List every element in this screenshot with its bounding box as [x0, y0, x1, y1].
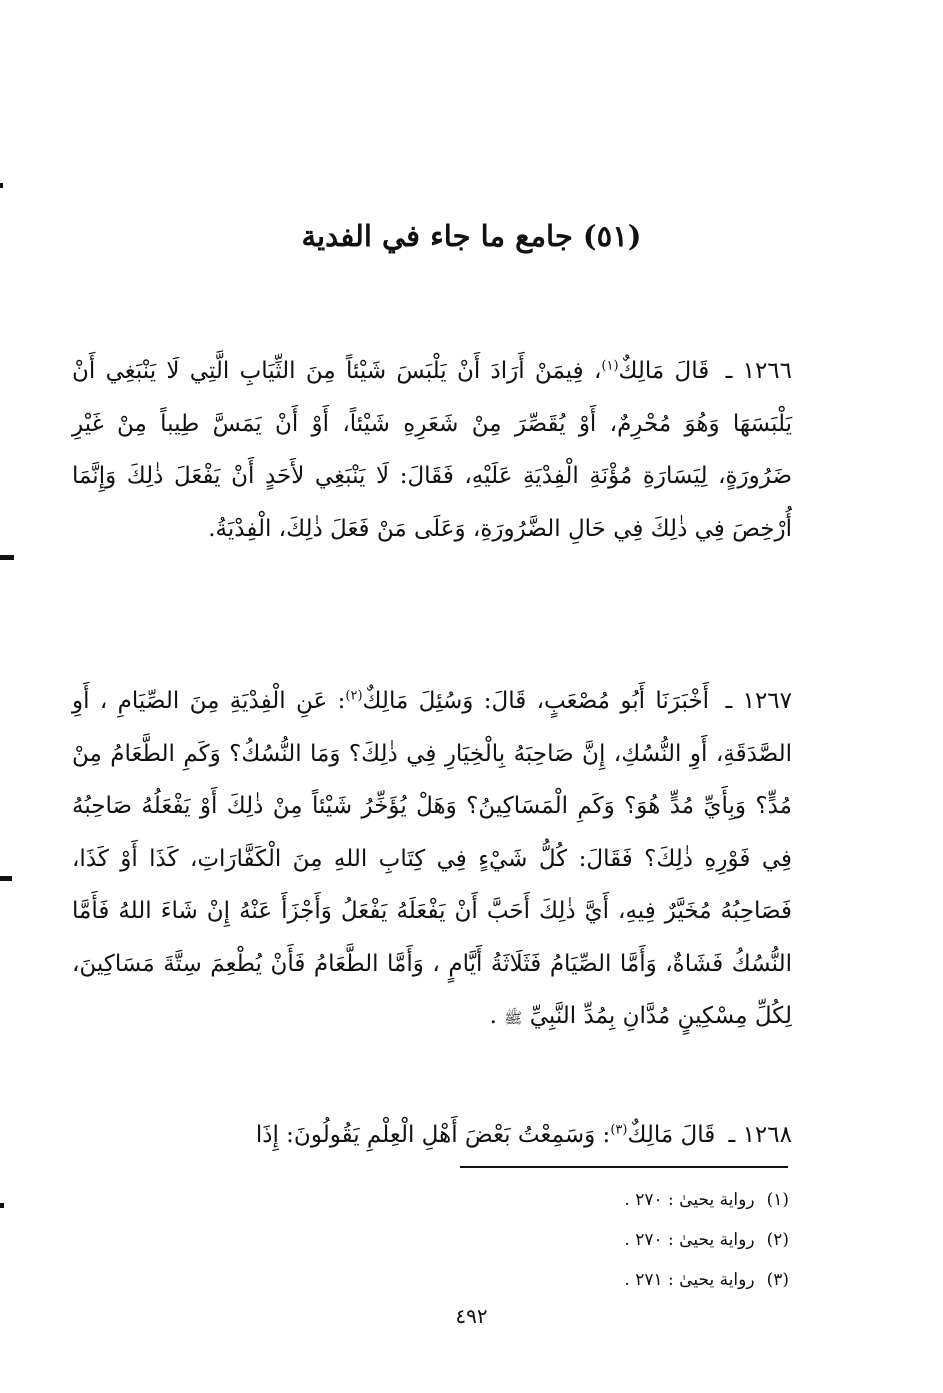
paragraph-number: ١٢٦٨ ـ — [728, 1122, 792, 1148]
paragraph-1266 — [72, 345, 792, 555]
paragraph-text: : وَسَمِعْتُ بَعْضَ أَهْلِ الْعِلْمِ يَقُولُونَ: إِذَا — [255, 1122, 611, 1148]
footnote-ref-2[interactable]: (٢) — [345, 688, 363, 704]
footnotes-list — [389, 1184, 789, 1304]
paragraph-text: : عَنِ الْفِدْيَةِ مِنَ الصِّيَامِ ، أَوِ الصَّدَقَةِ، أَوِ النُّسُكِ، إِنَّ صَاحِبَهُ بِالْخِيَارِ فِي ذٰلِكَ؟ وَمَا النُّسُكُ؟ وَكَمِ الطَّعَامُ مِنْ مُدٍّ؟ وَبِأَيِّ مُدٍّ هُوَ؟ وَكَمِ الْمَسَاكِينُ؟ وَهَلْ يُؤَخِّرُ شَيْئاً مِنْ ذٰلِكَ أَوْ يَفْعَلُهُ صَاحِبُهُ فِي فَوْرِهِ ذٰلِكَ؟ فَقَالَ: كُلُّ شَيْءٍ فِي كِتَابِ اللهِ مِنَ الْكَفَّارَاتِ، كَذَا أَوْ كَذَا، فَصَاحِبُهُ مُخَيَّرٌ فِيهِ، أَيَّ ذٰلِكَ أَحَبَّ أَنْ يَفْعَلَهُ يَفْعَلُ وَأَجْزَأَ عَنْهُ إِنْ شَاءَ اللهُ فَأَمَّا النُّسُكُ فَشَاةٌ، وَأَمَّا الصِّيَامُ فَثَلَاثَةُ أَيَّامٍ ، وَأَمَّا الطَّعَامُ فَأَنْ يُطْعِمَ سِتَّةَ مَسَاكِينَ، لِكُلِّ مِسْكِينٍ مُدَّانِ بِمُدِّ النَّبِيِّ — [72, 688, 792, 1029]
footnote-3 — [389, 1264, 789, 1304]
scan-mark — [0, 876, 12, 881]
footnote-text: رواية يحيىٰ : ٢٧٠ . — [624, 1190, 755, 1210]
paragraph-1267 — [72, 675, 792, 1045]
scan-mark — [0, 1203, 4, 1208]
footnote-marker: (٢) — [766, 1230, 789, 1250]
footnote-text: رواية يحيىٰ : ٢٧١ . — [624, 1270, 755, 1290]
footnote-text: رواية يحيىٰ : ٢٧٠ . — [624, 1230, 755, 1250]
footnote-ref-1[interactable]: (١) — [601, 358, 619, 374]
page-number: ٤٩٢ — [455, 1304, 488, 1328]
paragraph-text: ، فِيمَنْ أَرَادَ أَنْ يَلْبَسَ شَيْئاً مِنَ الثِّيَابِ الَّتِي لَا يَنْبَغِي أَنْ يَلْبَسَهَا وَهُوَ مُحْرِمٌ، أَوْ يُقَصِّرَ مِنْ شَعَرِهِ شَيْئاً، أَوْ أَنْ يَمَسَّ طِيباً مِنْ غَيْرِ ضَرُورَةٍ، لِيَسَارَةِ مُؤْنَةِ الْفِدْيَةِ عَلَيْهِ، فَقَالَ: لَا يَنْبَغِي لأَحَدٍ أَنْ يَفْعَلَ ذٰلِكَ وَإِنَّمَا أُرْخِصَ فِي ذٰلِكَ فِي حَالِ الضَّرُورَةِ، وَعَلَى مَنْ فَعَلَ ذٰلِكَ، الْفِدْيَةُ. — [72, 358, 792, 542]
paragraph-lead: أَخْبَرَنَا أَبُو مُصْعَبٍ، قَالَ: وَسُئِلَ مَالِكٌ — [362, 688, 710, 714]
paragraph-1268 — [72, 1109, 792, 1162]
footnote-marker: (١) — [766, 1190, 789, 1210]
scan-mark — [0, 183, 3, 188]
paragraph-number: ١٢٦٧ ـ — [725, 688, 793, 714]
footnote-ref-3[interactable]: (٣) — [610, 1122, 628, 1138]
footnote-divider — [460, 1166, 788, 1168]
paragraph-number: ١٢٦٦ ـ — [725, 358, 793, 384]
scan-mark — [0, 555, 14, 560]
paragraph-lead: قَالَ مَالِكٌ — [627, 1122, 716, 1148]
paragraph-lead: قَالَ مَالِكٌ — [618, 358, 710, 384]
footnote-2 — [389, 1224, 789, 1264]
honorific-glyph: ﷺ — [504, 1009, 523, 1027]
footnote-1 — [389, 1184, 789, 1224]
footnote-marker: (٣) — [766, 1270, 789, 1290]
chapter-title: (٥١) جامع ما جاء في الفدية — [301, 219, 642, 253]
paragraph-end: . — [489, 1003, 505, 1029]
